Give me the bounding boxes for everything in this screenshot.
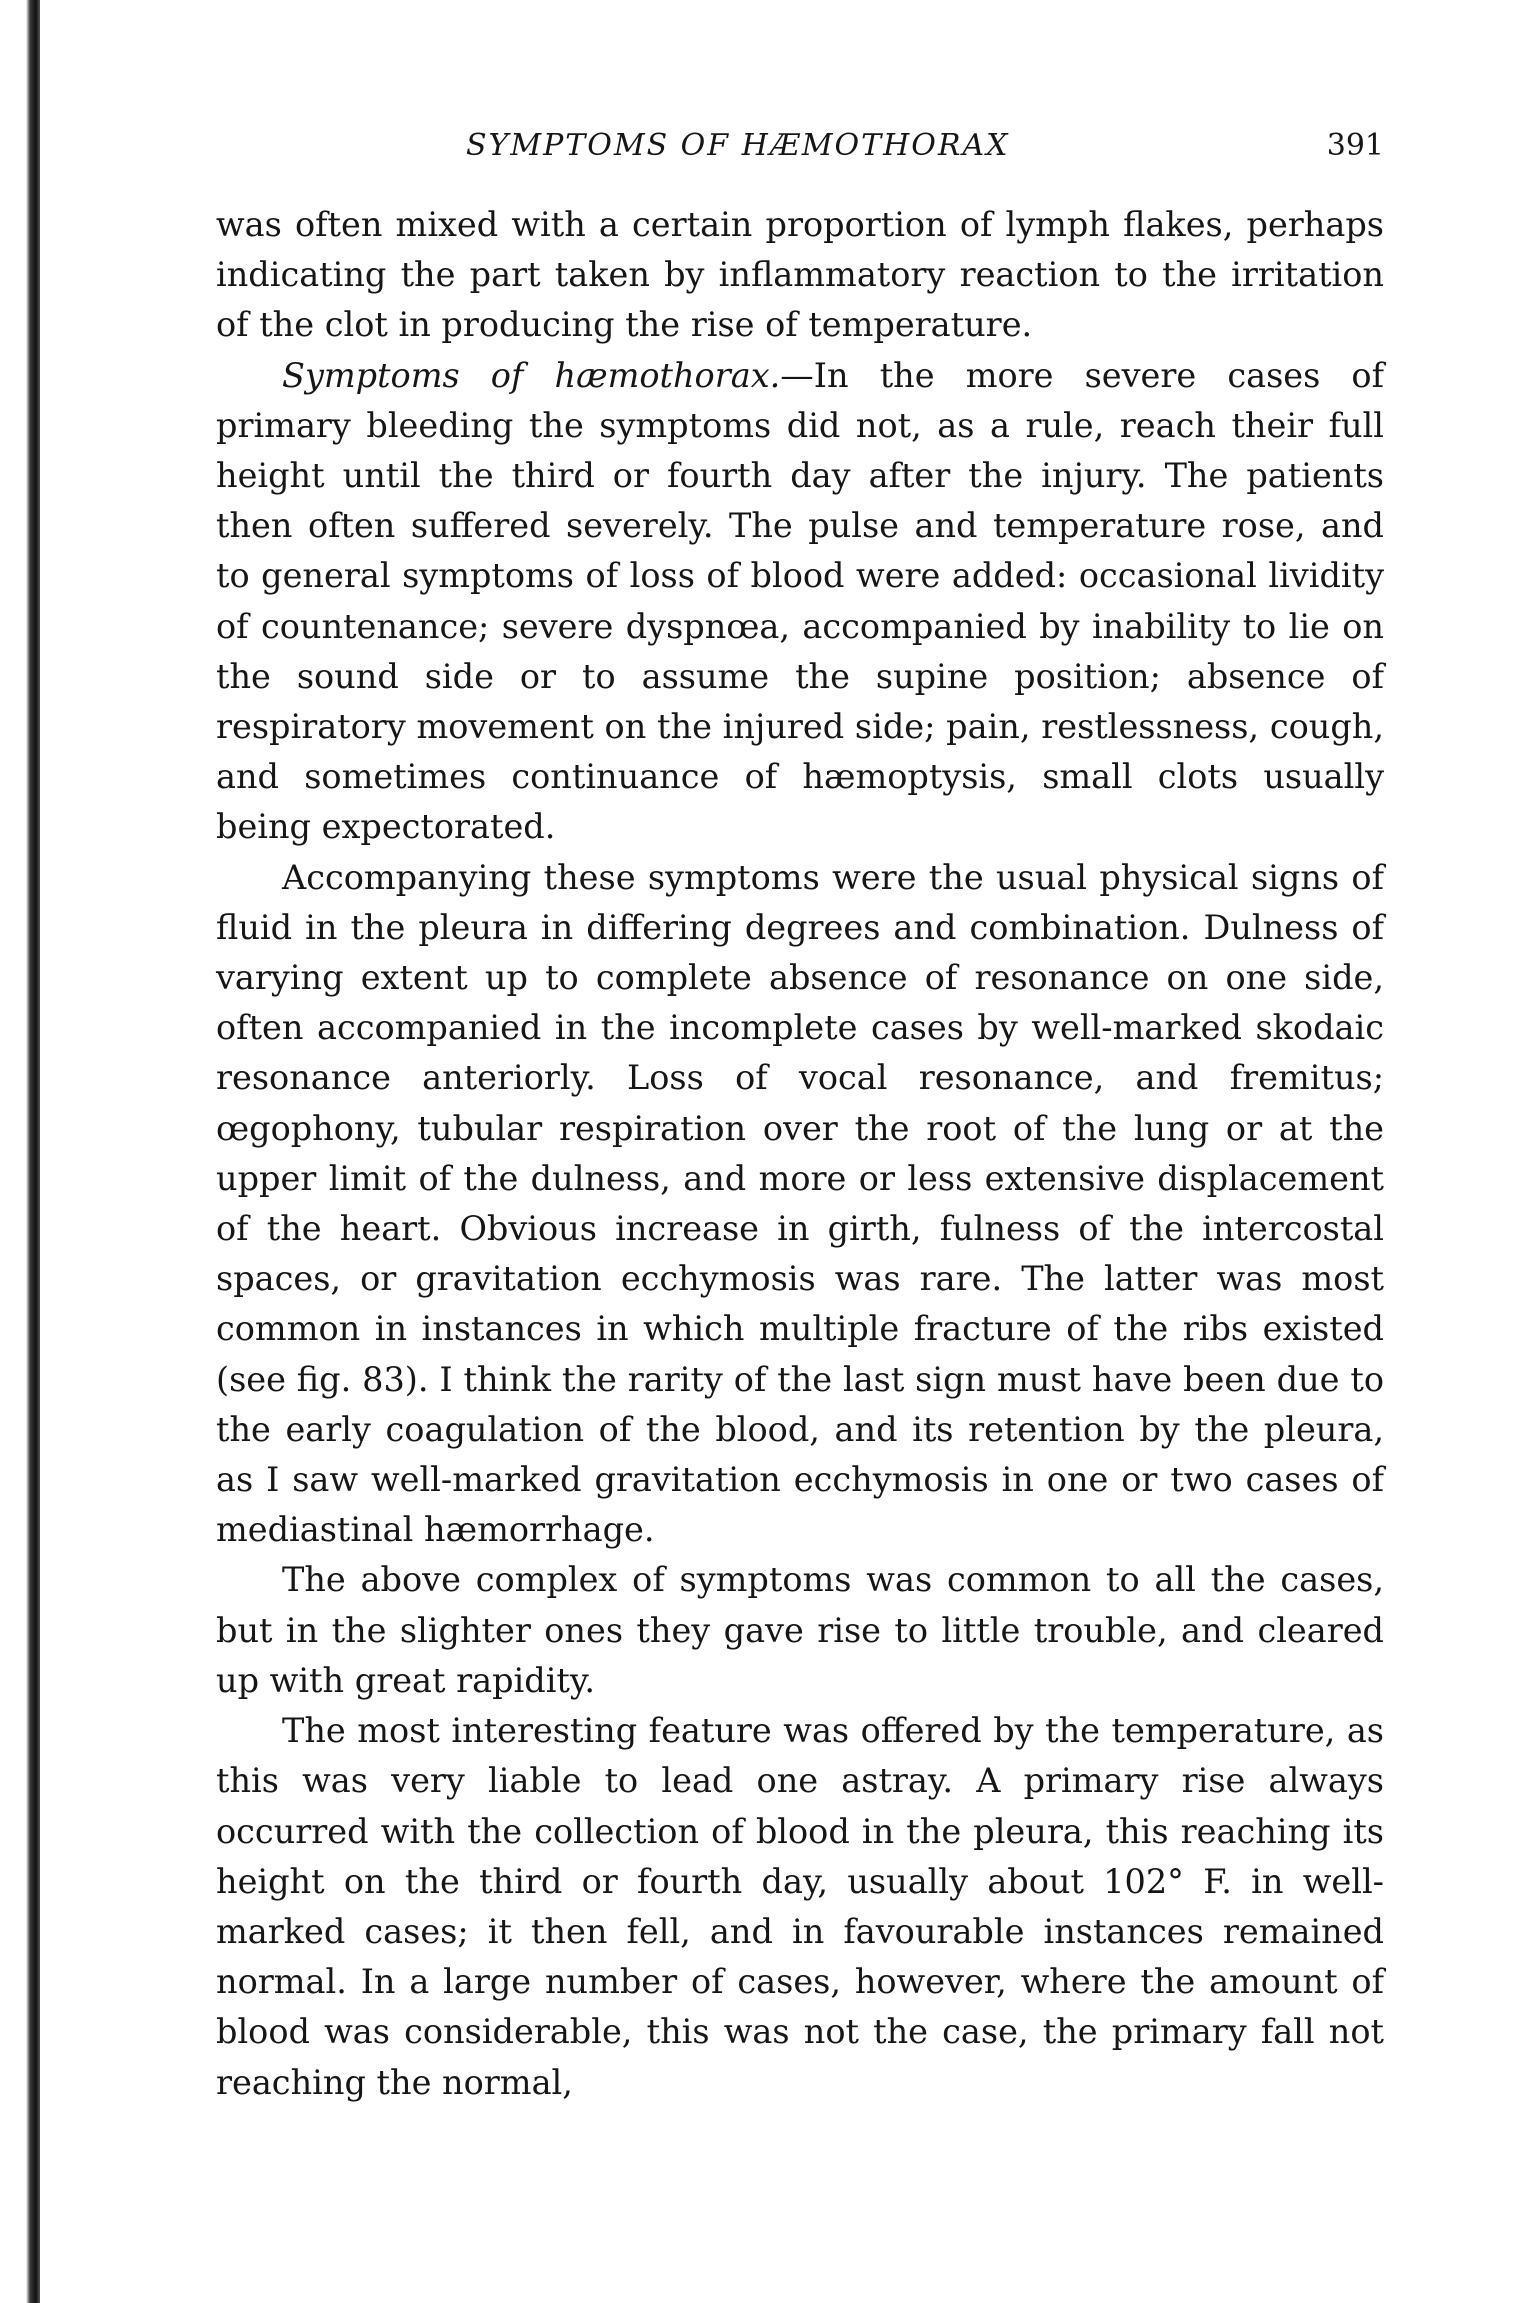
paragraph-text: —In the more severe cases of primary bleeding the symptoms did not, as a rule, reach their full height until the third or fourth day after the injury. The patients then often suffered severely. The pulse and temperature rose, and to general symptoms of loss of blood were added: occasional lividity of countenance; severe dyspnœa, accompanied by inability to lie on the sound side or to assume the supine position; absence of respiratory movement on the injured side; pain, restlessness, cough, and sometimes continuance of hæmoptysis, small clots usually being expectorated. xyxy=(216,355,1384,847)
page-number: 391 xyxy=(1326,128,1384,163)
paragraph-symptoms xyxy=(216,351,1384,853)
run-in-heading: Symptoms of hæmothorax. xyxy=(282,355,781,395)
running-head-title: SYMPTOMS OF HÆMOTHORAX xyxy=(466,128,1010,163)
paragraph-temperature: The most interesting feature was offered by the temperature, as this was very liable to lead one astray. A primary rise always occurred with the collection of blood in the pleura, this reaching its height on the third or fourth day, usually about 102° F. in well-marked cases; it then fell, and in favourable instances remained normal. In a large number of cases, however, where the amount of blood was considerable, this was not the case, the primary fall not reaching the normal, xyxy=(216,1711,1384,2102)
body-text xyxy=(216,200,1384,2108)
paragraph-complex: The above complex of symptoms was common to all the cases, but in the slighter ones they gave rise to little trouble, and cleared up with great rapidity. xyxy=(216,1560,1384,1700)
running-head xyxy=(216,120,1384,180)
page-binding-edge xyxy=(0,0,40,2303)
book-page xyxy=(216,120,1384,2108)
paragraph-continuation: was often mixed with a certain proportion of lymph flakes, perhaps indicating the part taken by inflammatory reaction to the irritation of the clot in producing the rise of temperature. xyxy=(216,205,1384,345)
paragraph-physical-signs: Accompanying these symptoms were the usual physical signs of fluid in the pleura in differing degrees and combination. Dulness of varying extent up to complete absence of resonance on one side, often accompanied in the incomplete cases by well-marked skodaic resonance anteriorly. Loss of vocal resonance, and fremitus; œgophony, tubular respiration over the root of the lung or at the upper limit of the dulness, and more or less extensive displacement of the heart. Obvious increase in girth, fulness of the intercostal spaces, or gravitation ecchymosis was rare. The latter was most common in instances in which multiple fracture of the ribs existed (see fig. 83). I think the rarity of the last sign must have been due to the early coagulation of the blood, and its retention by the pleura, as I saw well-marked gravitation ecchymosis in one or two cases of mediastinal hæmorrhage. xyxy=(216,857,1384,1550)
